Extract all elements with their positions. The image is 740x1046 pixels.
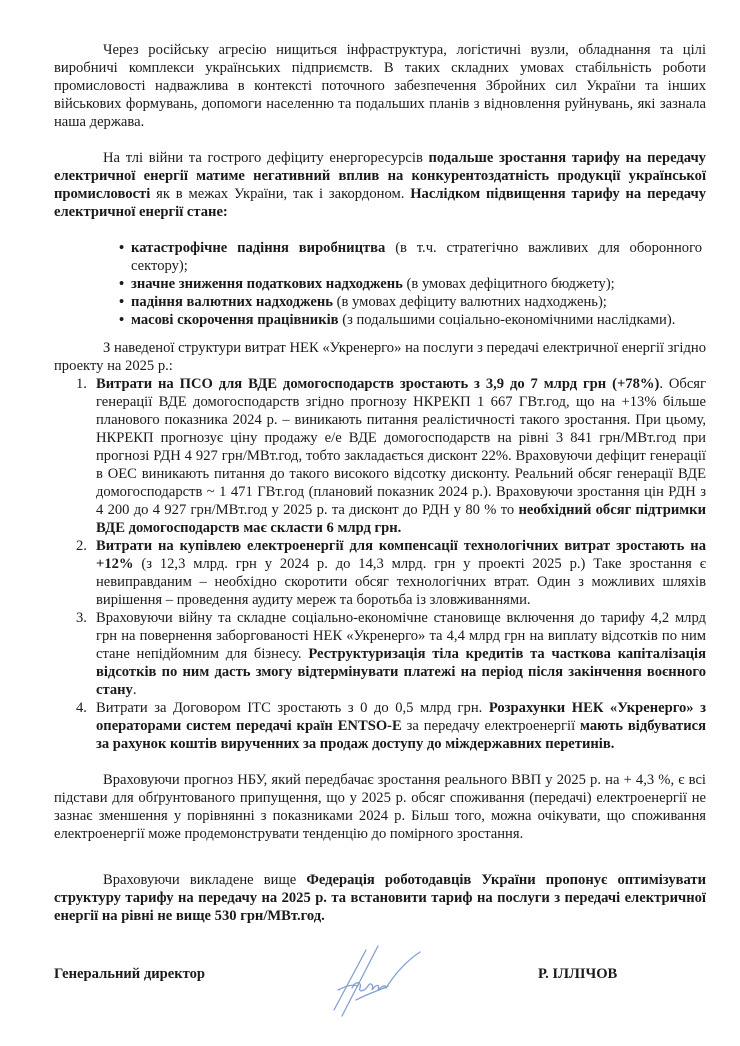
- text-span: . Обсяг генерації ВДЕ домогосподарств згідно прогнозу НКРЕКП 1 667 ГВт.год, що на +13% більше планового показника 2024 р. – виникають питання реалістичності такого зростання. При цьому, НКРЕКП прогнозує ціну продажу е/е ВДЕ домогосподарств на рівні 3 841 грн/МВт.год при прогнозі РДН 4 927 грн/МВт.год, тобто закладається дисконт 22%. Враховуючи дефіцит генерації в ОЕС виникають питання до такого високого відсотку дисконту. Реальний обсяг генерації ВДЕ домогосподарств ~ 1 471 ГВт.год (плановий показник 2024 р.). Враховуючи зростання цін РДН з 4 200 до 4 927 грн/МВт.год у 2025 р. та дисконт до РДН у 80 % то: [96, 376, 707, 518]
- list-item: [119, 239, 706, 275]
- list-item: [119, 311, 706, 329]
- bold-span: Витрати на купівлею електроенергії для компенсації технологічних витрат зростають на +12%: [96, 538, 706, 572]
- bold-span: падіння валютних надходжень: [131, 294, 333, 310]
- paragraph-intro: Через російську агресію нищиться інфраструктура, логістичні вузли, обладнання та цілі виробничі комплекси українських підприємств. В таких складних умовах стабільність роботи промисловості надважлива в контексті поточного забезпечення Збройних сил України та інших військових формувань, допомоги населенню та подальших планів з відновлення руйнувань, які зазнала наша держава.: [54, 42, 706, 130]
- paragraph-proposal: [54, 871, 706, 925]
- text-span: (з 12,3 млрд. грн у 2024 р. до 14,3 млрд. грн у проекті 2025 р.) Таке зростання є невиправданим – необхідно скоротити обсяг технологічних втрат. Один з можливих шляхів вирішення – проведення аудиту мереж та боротьба із зловживаннями.: [96, 556, 706, 608]
- bold-span: Наслідком підвищення тарифу на передачу електричної енергії стане:: [54, 186, 706, 220]
- bold-span: Реструктуризація тіла кредитів та часткова капіталізація відсотків по ним дасть змогу відтермінувати платежі на період після закінчення воєнного стану: [96, 646, 706, 698]
- text-span: Враховуючи війну та складне соціально-економічне становище включення до тарифу 4,2 млрд грн на повернення заборгованості НЕК «Укренерго» та 4,4 млрд грн на виплату відсотків по ним стане непідйомним для бізнесу.: [96, 610, 706, 662]
- text-span: (в умовах дефіцитного бюджету);: [402, 276, 615, 292]
- bold-span: мають відбуватися за рахунок коштів вирученних за продаж доступу до міждержавних перетинів.: [96, 718, 706, 752]
- spacer: [54, 843, 706, 861]
- paragraph-cost-structure: З наведеної структури витрат НЕК «Укренерго» на послуги з передачі електричної енергії згідно проекту на 2025 р.:: [54, 340, 706, 374]
- item-number: 2.: [76, 538, 87, 554]
- bold-span: значне зниження податкових надходжень: [131, 276, 403, 292]
- spacer: [54, 861, 706, 871]
- paragraph-gdp-forecast: Враховуючи прогноз НБУ, який передбачає зростання реального ВВП у 2025 р. на + 4,3 %, є всі підстави для обґрунтованого припущення, що у 2025 р. обсяг споживання (передачі) електроенергії не зазнає зменшення у порівнянні з показниками 2024 р. Більш того, можна очікувати, що споживання електроенергії може продемонструвати тенденцію до помірного зростання.: [54, 772, 706, 842]
- list-item: [76, 609, 706, 699]
- text-span: як в межах України, так і закордоном.: [150, 186, 411, 202]
- text-span: (в т.ч. стратегічно важливих для оборонного сектору);: [131, 240, 703, 274]
- list-item: [119, 293, 706, 311]
- item-number: 1.: [76, 376, 87, 392]
- bold-span: катастрофічне падіння виробництва: [131, 240, 386, 256]
- text-span: Враховуючи викладене вище: [103, 872, 307, 888]
- list-item: [76, 537, 706, 609]
- text-span: Витрати за Договором ІТС зростають з 0 до 0,5 млрд грн.: [96, 700, 489, 716]
- bold-span: Розрахунки НЕК «Укренерго» з операторами систем передачі країн ENTSO-E: [96, 700, 706, 734]
- bold-span: подальше зростання тарифу на передачу електричної енергії матиме негативний вплив на конкурентоздатність продукції української промисловості: [54, 150, 706, 202]
- list-item: [76, 699, 706, 753]
- signature-block: [54, 966, 706, 996]
- list-item: [76, 375, 707, 537]
- spacer: [54, 329, 706, 339]
- bold-span: Витрати на ПСО для ВДЕ домогосподарств зростають з 3,9 до 7 млрд грн (+78%): [96, 376, 660, 392]
- spacer: [54, 753, 706, 771]
- item-number: 4.: [76, 700, 87, 716]
- bold-span: масові скорочення працівників: [131, 312, 339, 328]
- text-span: за передачу електроенергії: [401, 718, 581, 734]
- text-span: На тлі війни та гострого дефіциту енергоресурсів: [103, 150, 429, 166]
- bold-span: необхідний обсяг підтримки ВДЕ домогосподарств має скласти 6 млрд грн.: [96, 502, 706, 536]
- handwritten-signature-icon: [316, 942, 426, 1022]
- signatory-name: Р. ІЛЛІЧОВ: [538, 966, 618, 982]
- document-body: [54, 41, 706, 925]
- spacer: [54, 131, 706, 149]
- list-item: [119, 275, 706, 293]
- spacer: [54, 221, 706, 239]
- consequences-list: [54, 239, 706, 329]
- text-span: (в умовах дефіциту валютних надходжень);: [332, 294, 607, 310]
- item-number: 3.: [76, 610, 87, 626]
- cost-items-list: [54, 375, 706, 753]
- paragraph-tariff-impact: [54, 149, 706, 221]
- text-span: .: [132, 682, 137, 698]
- bold-span: Федерація роботодавців України пропонує оптимізувати структуру тарифу на передачу на 2025 р. та встановити тариф на послуги з передачі електричної енергії на рівні не вище 530 грн/МВт.год.: [54, 872, 706, 924]
- text-span: (з подальшими соціально-економічними наслідками).: [338, 312, 676, 328]
- signatory-title: Генеральний директор: [54, 966, 206, 982]
